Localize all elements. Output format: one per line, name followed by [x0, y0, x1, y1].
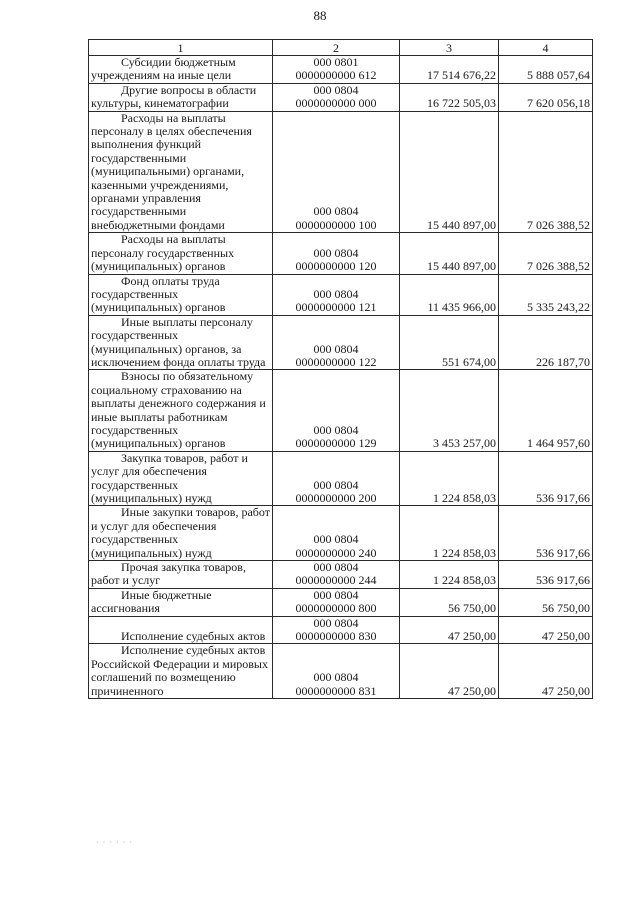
table-row [89, 274, 593, 315]
row-code [273, 616, 400, 644]
row-value-planned: 15 440 897,00 [400, 111, 499, 233]
table-row [89, 451, 593, 506]
row-name: Субсидии бюджетным учреждениям на иные цели [89, 56, 273, 84]
row-name: Исполнение судебных актов [89, 616, 273, 644]
scan-specks: · · · · · · [96, 838, 133, 847]
row-value-executed: 47 250,00 [499, 616, 593, 644]
row-code-section: 000 0804 [313, 422, 359, 437]
row-value-executed: 226 187,70 [499, 315, 593, 370]
row-name: Другие вопросы в области культуры, кинематографии [89, 83, 273, 111]
row-code-target: 0000000000 200 [295, 491, 377, 505]
table-row [89, 370, 593, 451]
row-name: Взносы по обязательному социальному страхованию на выплаты денежного содержания и иные выплаты работникам государственных (муниципальных) органов [89, 370, 273, 451]
table-row [89, 83, 593, 111]
row-code-section: 000 0804 [313, 341, 359, 356]
row-code-target: 0000000000 244 [295, 573, 377, 588]
row-name: Закупка товаров, работ и услуг для обеспечения государственных (муниципальных) нужд [89, 451, 273, 506]
column-header-3: 3 [400, 40, 499, 56]
row-value-executed: 47 250,00 [499, 644, 593, 699]
table-row [89, 588, 593, 616]
row-value-executed: 5 335 243,22 [499, 274, 593, 315]
row-name: Расходы на выплаты персоналу в целях обеспечения выполнения функций государственными (муниципальными) органами, казенными учреждениями, органами управления государственными внебюджетными фондами [89, 111, 273, 233]
row-value-executed: 536 917,66 [499, 451, 593, 506]
row-code [273, 56, 400, 84]
row-name: Прочая закупка товаров, работ и услуг [89, 561, 273, 589]
row-code-section: 000 0804 [313, 560, 359, 575]
row-name: Иные выплаты персоналу государственных (муниципальных) органов, за исключением фонда оплаты труда [89, 315, 273, 370]
row-code-section: 000 0804 [313, 82, 359, 97]
row-code [273, 561, 400, 589]
row-value-planned: 1 224 858,03 [400, 451, 499, 506]
row-name: Расходы на выплаты персоналу государственных (муниципальных) органов [89, 233, 273, 274]
row-code [273, 111, 400, 233]
row-code-target: 0000000000 100 [295, 217, 377, 232]
row-code-section: 000 0804 [313, 670, 359, 685]
row-code-target: 0000000000 830 [295, 629, 377, 644]
row-value-planned: 17 514 676,22 [400, 56, 499, 84]
row-value-planned: 1 224 858,03 [400, 506, 499, 561]
table-row [89, 644, 593, 699]
row-code-section: 000 0804 [313, 286, 359, 301]
table-row [89, 561, 593, 589]
row-value-executed: 7 026 388,52 [499, 233, 593, 274]
row-value-planned: 551 674,00 [400, 315, 499, 370]
row-name: Иные бюджетные ассигнования [89, 588, 273, 616]
row-value-planned: 16 722 505,03 [400, 83, 499, 111]
row-code-section: 000 0801 [313, 55, 359, 69]
table-row [89, 616, 593, 644]
row-code [273, 233, 400, 274]
row-code-section: 000 0804 [313, 587, 359, 602]
column-header-2: 2 [273, 40, 400, 56]
row-name: Фонд оплаты труда государственных (муниципальных) органов [89, 274, 273, 315]
row-value-planned: 3 453 257,00 [400, 370, 499, 451]
row-code [273, 370, 400, 451]
row-code-section: 000 0804 [313, 615, 359, 630]
table-row [89, 111, 593, 233]
budget-table [88, 39, 593, 699]
row-code-section: 000 0804 [313, 532, 359, 547]
row-value-executed: 536 917,66 [499, 561, 593, 589]
table-row [89, 315, 593, 370]
row-value-planned: 47 250,00 [400, 644, 499, 699]
row-value-executed: 5 888 057,64 [499, 56, 593, 84]
row-code [273, 315, 400, 370]
row-value-executed: 536 917,66 [499, 506, 593, 561]
row-code-section: 000 0804 [313, 204, 359, 219]
page-number: 88 [313, 8, 327, 23]
row-value-planned: 1 224 858,03 [400, 561, 499, 589]
row-code-target: 0000000000 121 [295, 300, 377, 315]
row-value-planned: 47 250,00 [400, 616, 499, 644]
row-code-target: 0000000000 831 [295, 683, 377, 698]
row-code-target: 0000000000 240 [295, 545, 377, 560]
column-header-1: 1 [89, 40, 273, 56]
row-name: Исполнение судебных актов Российской Федерации и мировых соглашений по возмещению причиненного [89, 644, 273, 699]
column-header-4: 4 [499, 40, 593, 56]
row-value-planned: 15 440 897,00 [400, 233, 499, 274]
row-code-target: 0000000000 122 [295, 354, 377, 369]
header-row [89, 40, 593, 56]
table-row [89, 233, 593, 274]
table-row [89, 506, 593, 561]
row-code [273, 83, 400, 111]
row-value-planned: 11 435 966,00 [400, 274, 499, 315]
row-value-planned: 56 750,00 [400, 588, 499, 616]
row-value-executed: 1 464 957,60 [499, 370, 593, 451]
table-row [89, 56, 593, 84]
row-code-target: 0000000000 612 [295, 68, 377, 83]
row-name: Иные закупки товаров, работ и услуг для обеспечения государственных (муниципальных) нужд [89, 506, 273, 561]
row-code-section: 000 0804 [313, 477, 359, 492]
row-code-target: 0000000000 000 [295, 96, 377, 111]
row-code-target: 0000000000 120 [295, 259, 377, 274]
row-value-executed: 7 026 388,52 [499, 111, 593, 233]
row-code [273, 588, 400, 616]
row-code [273, 451, 400, 506]
row-value-executed: 56 750,00 [499, 588, 593, 616]
row-code [273, 644, 400, 699]
row-code-target: 0000000000 129 [295, 436, 377, 451]
row-code [273, 274, 400, 315]
row-code-target: 0000000000 800 [295, 601, 377, 616]
row-code [273, 506, 400, 561]
row-value-executed: 7 620 056,18 [499, 83, 593, 111]
row-code-section: 000 0804 [313, 245, 359, 260]
